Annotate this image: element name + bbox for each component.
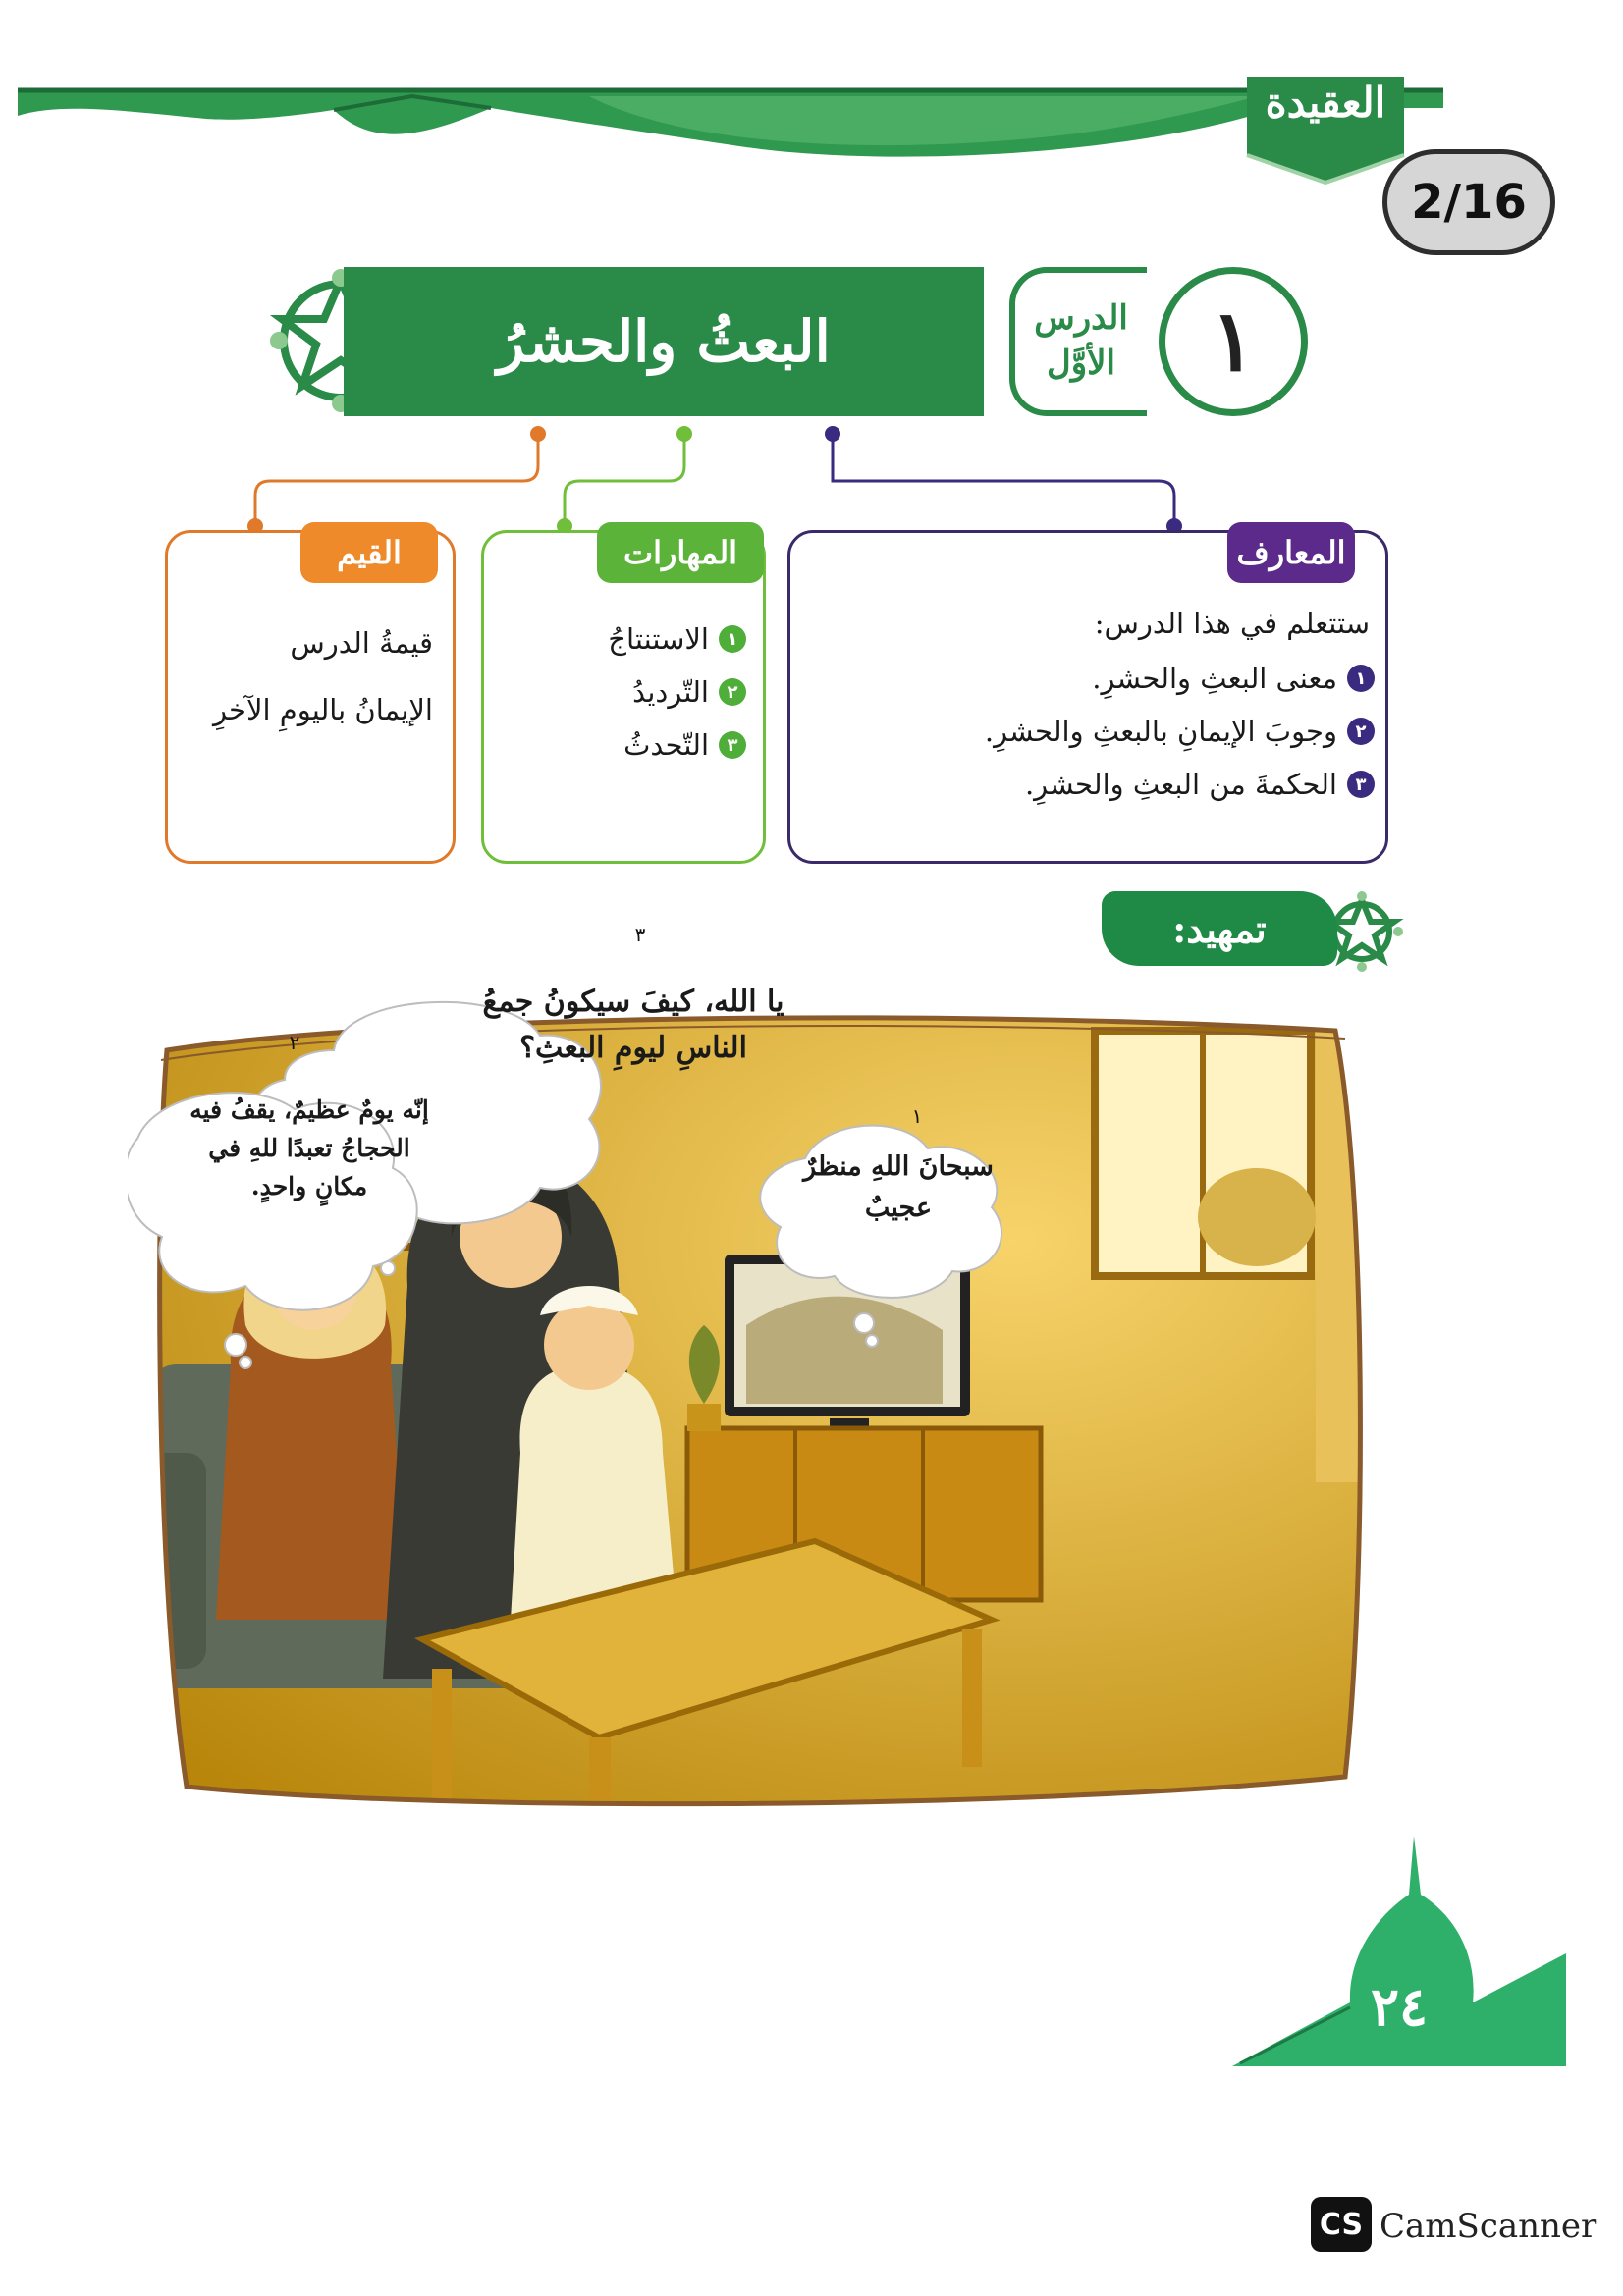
- list-item: [501, 675, 746, 709]
- list-item: [805, 715, 1375, 748]
- skill-item-text: التّرديدُ: [632, 675, 709, 709]
- list-item: [501, 728, 746, 762]
- subject-label: العقيدة: [1265, 79, 1386, 127]
- skill-item-text: التّحدثُ: [623, 728, 709, 762]
- list-item: [805, 662, 1375, 695]
- lesson-tag-word: الدرس: [1034, 298, 1128, 339]
- list-item: [805, 768, 1375, 801]
- lesson-number: ١: [1210, 292, 1257, 391]
- page-number: ٢٤: [1370, 1975, 1428, 2038]
- knowledge-item-text: معنى البعثِ والحشرِ.: [1092, 662, 1337, 695]
- speech-bubble-boy: سبحانَ اللهِ منظرٌ عجيبٌ: [803, 1151, 994, 1223]
- values-title: قيمةُ الدرس: [290, 626, 433, 660]
- values-text: الإيمانُ باليومِ الآخرِ: [213, 693, 433, 726]
- number-badge: ١: [719, 625, 746, 653]
- intro-heading: [1102, 891, 1337, 966]
- knowledge-item-text: وجوبَ الإيمانِ بالبعثِ والحشرِ.: [984, 715, 1337, 748]
- knowledge-tab: المعارف: [1227, 522, 1355, 583]
- list-item: [501, 622, 746, 656]
- speech-bubble-girl: إنّه يومٌ عظيمٌ، يقفُ فيه الحجاجُ تعبدًا للهِ في مكانٍ واحدٍ.: [189, 1095, 429, 1201]
- skill-item-text: الاستنتاجُ: [608, 622, 709, 656]
- knowledge-intro: ستتعلم في هذا الدرس:: [1094, 607, 1370, 640]
- knowledge-list: [805, 662, 1375, 821]
- number-badge: ١: [1347, 665, 1375, 692]
- lesson-tag-ordinal: الأوَّل: [1047, 344, 1115, 383]
- scanner-logo-icon: CS: [1311, 2197, 1372, 2252]
- bubble-number: ١: [911, 1104, 923, 1128]
- page-counter: 2/16: [1382, 149, 1555, 255]
- bubble-number: ٢: [289, 1031, 300, 1054]
- number-badge: ٢: [719, 678, 746, 706]
- number-badge: ٣: [1347, 771, 1375, 798]
- values-tab: القيم: [300, 522, 438, 583]
- number-badge: ٢: [1347, 718, 1375, 745]
- lesson-title: البعثُ والحشرُ: [497, 308, 831, 375]
- objective-connectors: [0, 0, 1623, 589]
- knowledge-item-text: الحكمةَ من البعثِ والحشرِ.: [1024, 768, 1337, 801]
- scanner-watermark: CamScanner: [1380, 2207, 1597, 2246]
- bubble-number: ٣: [634, 923, 646, 946]
- speech-bubble-mother: يا الله، كيفَ سيكونُ جمعُ الناسِ ليومِ البعثِ؟: [482, 985, 784, 1065]
- skills-list: [501, 622, 746, 781]
- number-badge: ٣: [719, 731, 746, 759]
- intro-label: تمهيد:: [1172, 906, 1267, 951]
- skills-tab: المهارات: [597, 522, 764, 583]
